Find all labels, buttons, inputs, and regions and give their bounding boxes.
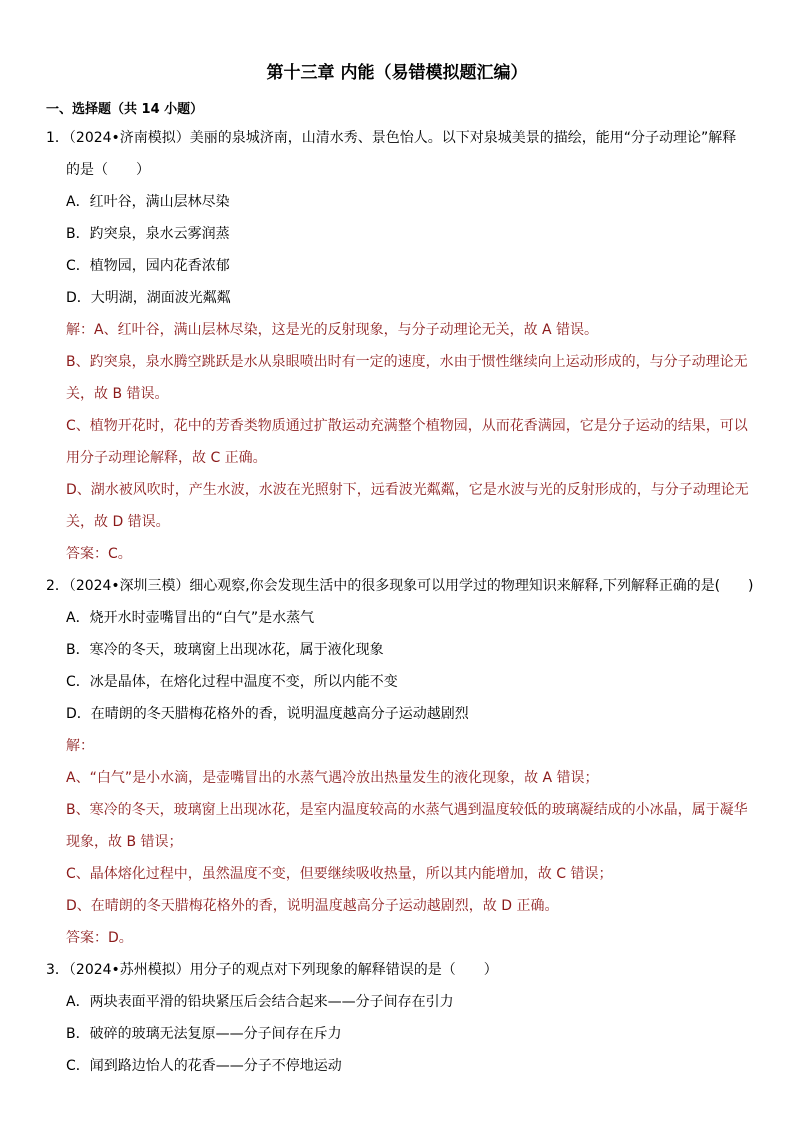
question-3-option-a: A．两块表面平滑的铅块紧压后会结合起来——分子间存在引力 xyxy=(66,994,454,1010)
question-1-solution-c-cont: 用分子动理论解释，故 C 正确。 xyxy=(66,450,267,466)
section-heading: 一、选择题（共 14 小题） xyxy=(46,102,204,117)
question-2-solution-b-cont: 现象，故 B 错误； xyxy=(66,834,183,850)
question-2-option-a: A．烧开水时壶嘴冒出的“白气”是水蒸气 xyxy=(66,610,315,626)
question-1-solution-c: C、植物开花时，花中的芳香类物质通过扩散运动充满整个植物园，从而花香满园，它是分子运动的结果，可以 xyxy=(66,418,748,434)
question-1-stem: 1．（2024•济南模拟）美丽的泉城济南，山清水秀、景色怡人。以下对泉城美景的描绘，能用“分子动理论”解释 xyxy=(46,130,737,146)
question-1-solution-d-cont: 关，故 D 错误。 xyxy=(66,514,170,530)
question-1-option-b: B．趵突泉，泉水云雾润蒸 xyxy=(66,226,230,242)
question-3-stem: 3．（2024•苏州模拟）用分子的观点对下列现象的解释错误的是（ ） xyxy=(46,962,498,978)
question-2-option-d: D．在晴朗的冬天腊梅花格外的香，说明温度越高分子运动越剧烈 xyxy=(66,706,469,722)
question-2-solution-b: B、寒冷的冬天，玻璃窗上出现冰花，是室内温度较高的水蒸气遇到温度较低的玻璃凝结成的小冰晶，属于凝华 xyxy=(66,802,748,818)
page-title: 第十三章 内能（易错模拟题汇编） xyxy=(266,63,528,83)
question-1-option-d: D．大明湖，湖面波光粼粼 xyxy=(66,290,231,306)
question-3-option-c: C．闻到路边怡人的花香——分子不停地运动 xyxy=(66,1058,342,1074)
question-2-answer: 答案：D。 xyxy=(66,930,133,946)
question-2-stem: 2．（2024•深圳三模）细心观察,你会发现生活中的很多现象可以用学过的物理知识来解释,下列解释正确的是( ) xyxy=(46,578,754,594)
question-2-solution-a: A、“白气”是小水滴，是壶嘴冒出的水蒸气遇冷放出热量发生的液化现象，故 A 错误； xyxy=(66,770,599,786)
question-1-option-c: C．植物园，园内花香浓郁 xyxy=(66,258,230,274)
question-2-solution-label: 解： xyxy=(66,738,94,754)
question-1-solution-a: 解：A、红叶谷，满山层林尽染，这是光的反射现象，与分子动理论无关，故 A 错误。 xyxy=(66,322,599,338)
question-1-solution-d: D、湖水被风吹时，产生水波，水波在光照射下，远看波光粼粼，它是水波与光的反射形成的，与分子动理论无 xyxy=(66,482,749,498)
question-3-option-b: B．破碎的玻璃无法复原——分子间存在斥力 xyxy=(66,1026,342,1042)
question-2-solution-c: C、晶体熔化过程中，虽然温度不变，但要继续吸收热量，所以其内能增加，故 C 错误； xyxy=(66,866,613,882)
question-1-solution-b-cont: 关，故 B 错误。 xyxy=(66,386,169,402)
question-2-option-c: C．冰是晶体，在熔化过程中温度不变，所以内能不变 xyxy=(66,674,398,690)
question-2-option-b: B．寒冷的冬天，玻璃窗上出现冰花，属于液化现象 xyxy=(66,642,384,658)
question-1-answer: 答案：C。 xyxy=(66,546,132,562)
question-1-option-a: A．红叶谷，满山层林尽染 xyxy=(66,194,230,210)
question-1-stem-cont: 的是（ ） xyxy=(66,162,150,178)
question-2-solution-d: D、在晴朗的冬天腊梅花格外的香，说明温度越高分子运动越剧烈，故 D 正确。 xyxy=(66,898,559,914)
question-1-solution-b: B、趵突泉，泉水腾空跳跃是水从泉眼喷出时有一定的速度，水由于惯性继续向上运动形成的，与分子动理论无 xyxy=(66,354,748,370)
